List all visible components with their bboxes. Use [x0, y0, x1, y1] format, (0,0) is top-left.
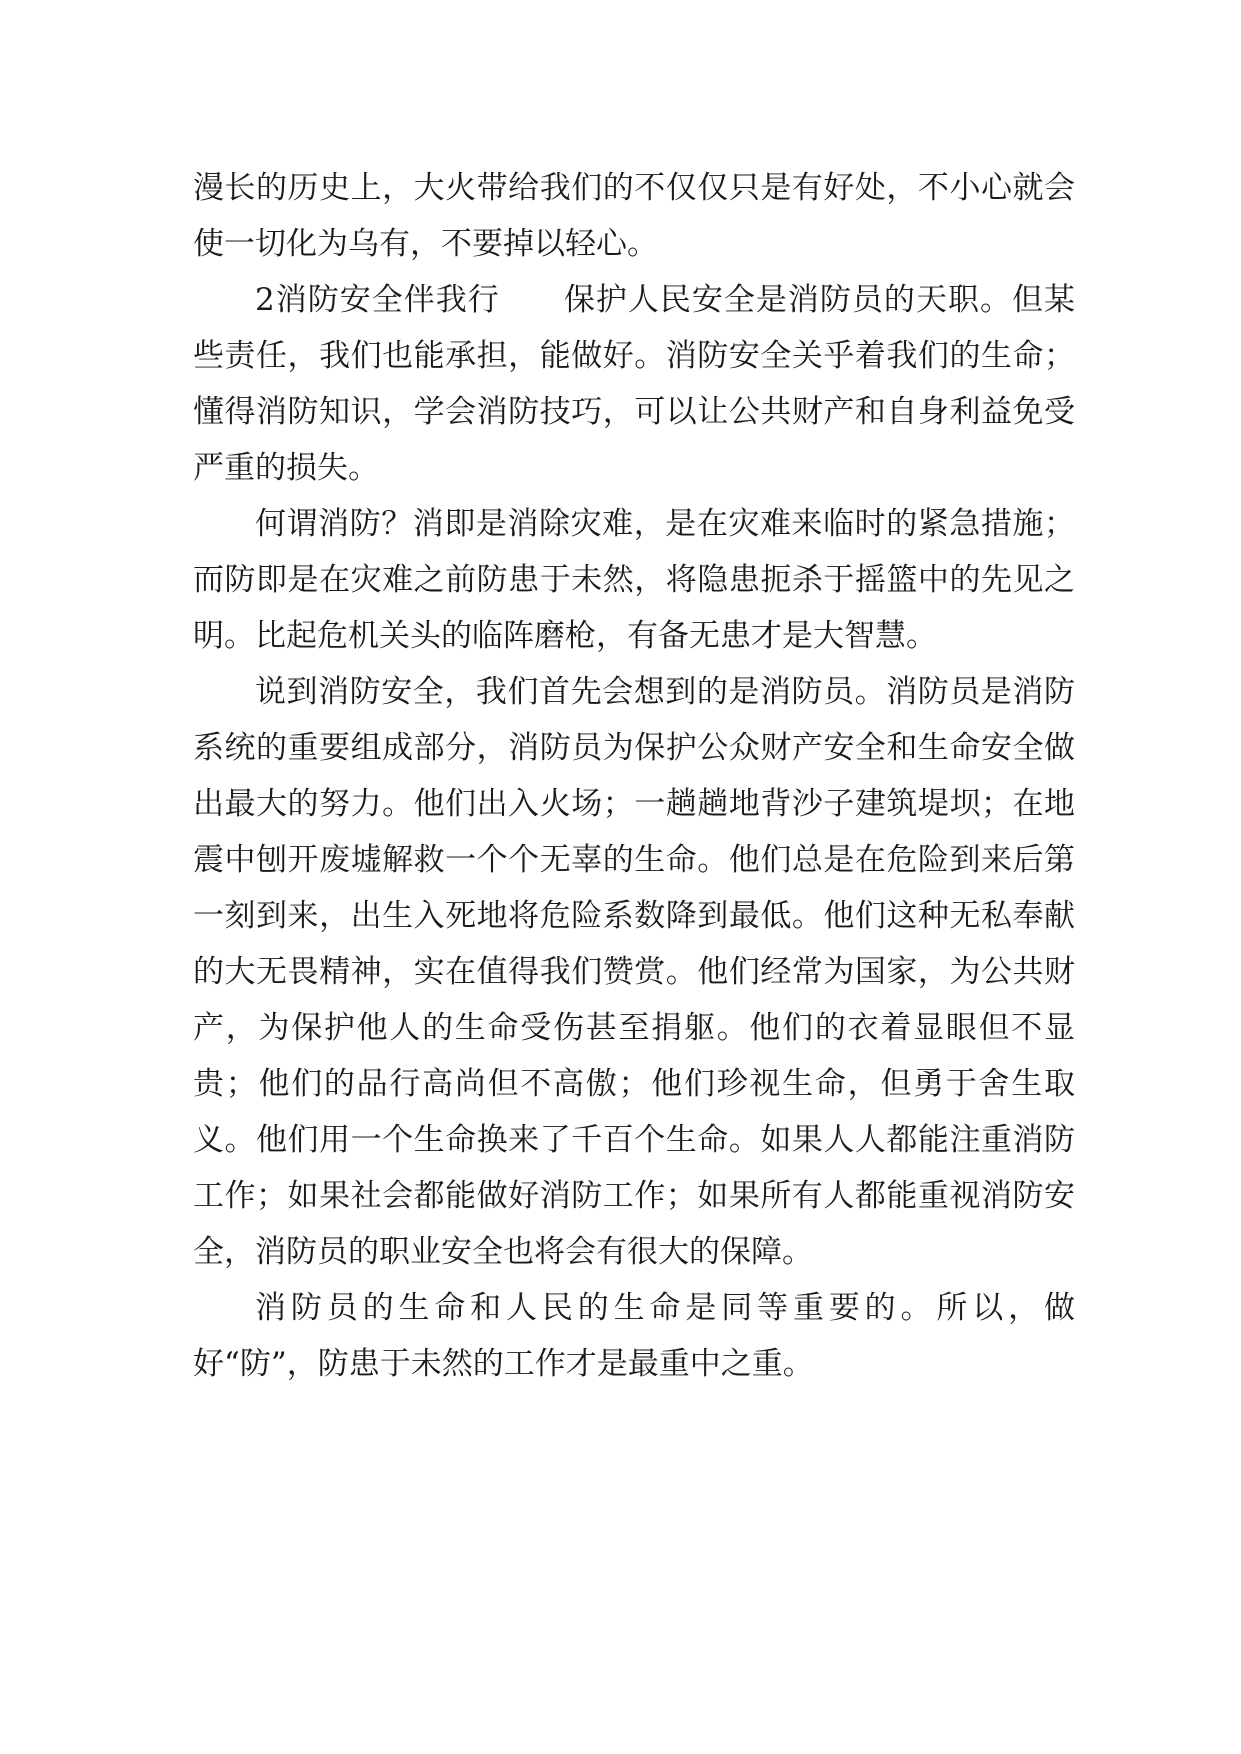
document-body: [193, 160, 1075, 1392]
paragraph-2: 2消防安全伴我行 保护人民安全是消防员的天职。但某些责任，我们也能承担，能做好。消防安全关乎着我们的生命；懂得消防知识，学会消防技巧，可以让公共财产和自身利益免受严重的损失。: [193, 282, 1075, 486]
paragraph-5: 消防员的生命和人民的生命是同等重要的。所以，做好“防”，防患于未然的工作才是最重中之重。: [193, 1290, 1075, 1382]
paragraph-1: 漫长的历史上，大火带给我们的不仅仅只是有好处，不小心就会使一切化为乌有，不要掉以轻心。: [193, 170, 1075, 262]
paragraph-3: 何谓消防？消即是消除灾难，是在灾难来临时的紧急措施；而防即是在灾难之前防患于未然，将隐患扼杀于摇篮中的先见之明。比起危机关头的临阵磨枪，有备无患才是大智慧。: [193, 506, 1075, 654]
paragraph-4: 说到消防安全，我们首先会想到的是消防员。消防员是消防系统的重要组成部分，消防员为保护公众财产安全和生命安全做出最大的努力。他们出入火场；一趟趟地背沙子建筑堤坝；在地震中刨开废墟解救一个个无辜的生命。他们总是在危险到来后第一刻到来，出生入死地将危险系数降到最低。他们这种无私奉献的大无畏精神，实在值得我们赞赏。他们经常为国家，为公共财产，为保护他人的生命受伤甚至捐躯。他们的衣着显眼但不显贵；他们的品行高尚但不高傲；他们珍视生命，但勇于舍生取义。他们用一个生命换来了千百个生命。如果人人都能注重消防工作；如果社会都能做好消防工作；如果所有人都能重视消防安全，消防员的职业安全也将会有很大的保障。: [193, 674, 1075, 1270]
